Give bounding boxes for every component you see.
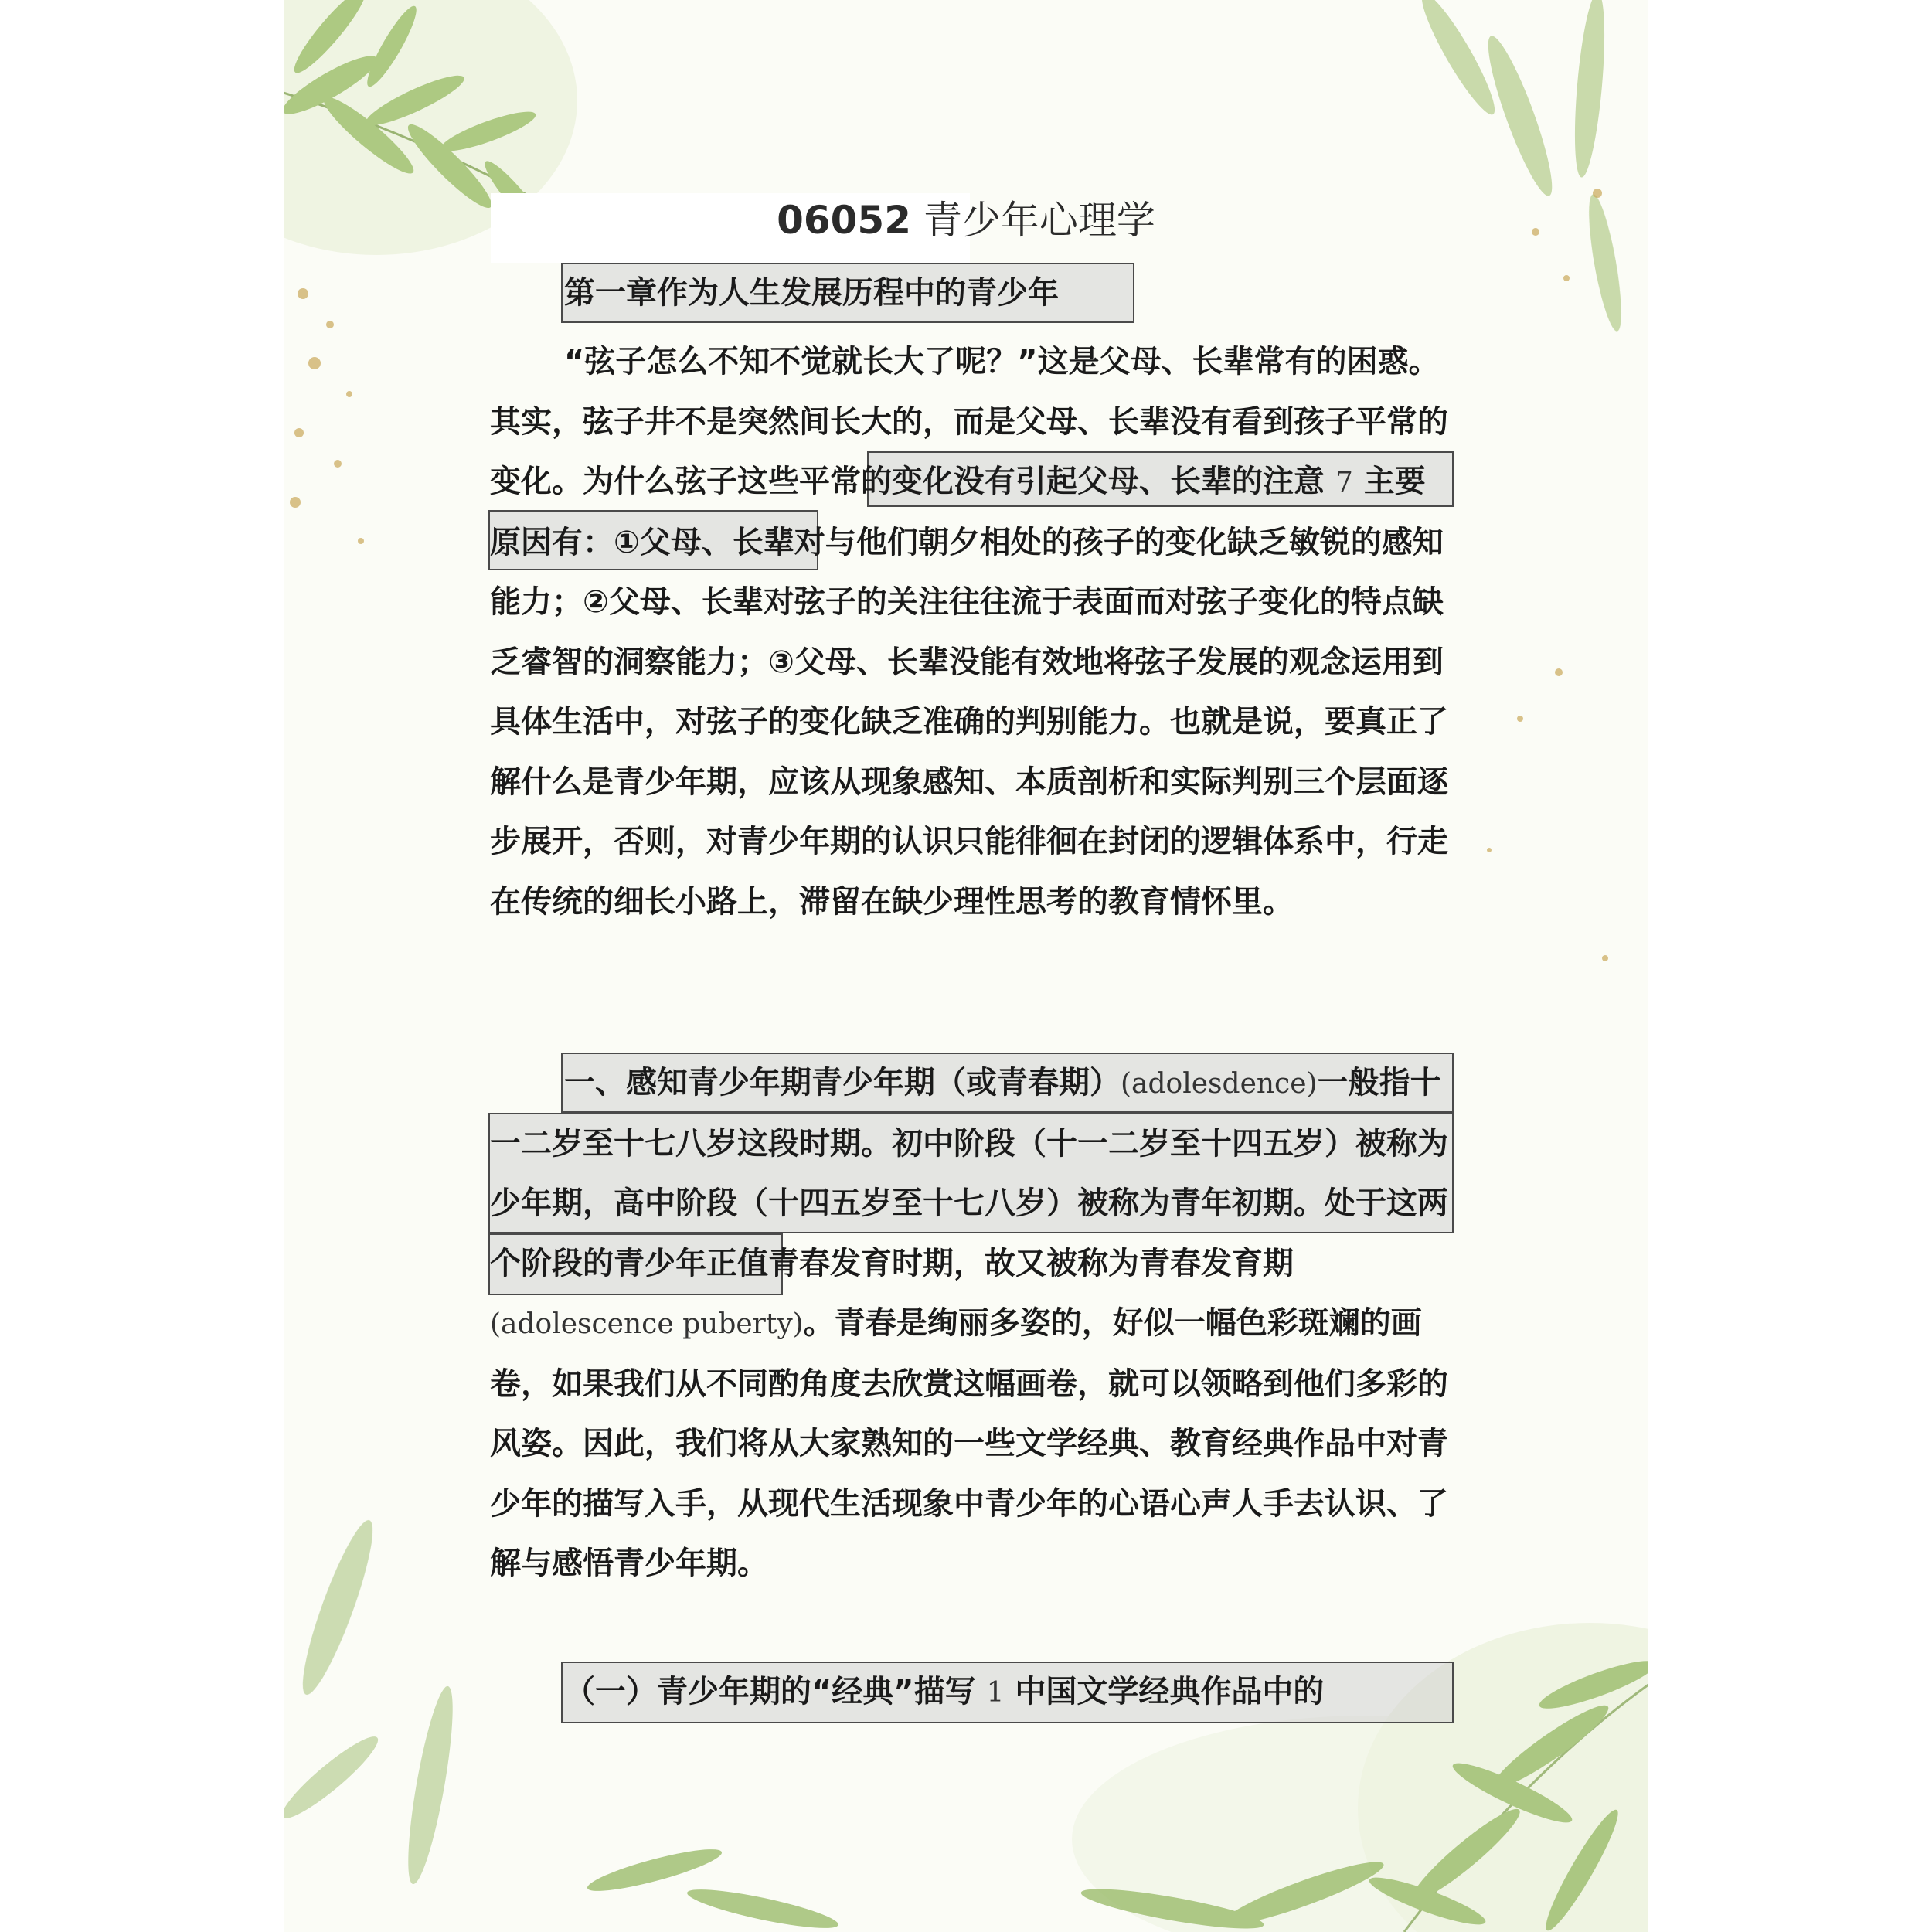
paragraph-2: 一、感知青少年期青少年期（或青春期）(adolesdence)一般指十一二岁至十七八岁这段时期。初中阶段（十一二岁至十四五岁）被称为少年期，高中阶段（十四五岁至十七八岁）被称为青年初期。处于这两个阶段的青少年正值青春发育时期，故又被称为青春发育期(adolescence puberty)。青春是绚丽多姿的，好似一幅色彩斑斓的画卷，如果我们从不同酌角度去欣赏这幅画卷，就可以领略到他们多彩的风姿。因此，我们将从大家熟知的一些文学经典、教育经典作品中对青少年的描写入手，从现代生活现象中青少年的心语心声人手去认识、了解与感悟青少年期。 — [490, 1065, 1448, 1581]
course-title: 青少年心理学 — [923, 198, 1155, 243]
section-heading: （一）青少年期的“经典”描写 1 中国文学经典作品中的 — [564, 1674, 1325, 1709]
page-title — [284, 193, 1648, 247]
document-page — [284, 0, 1648, 1932]
paragraph-1: “弦子怎么不知不觉就长大了呢？”这是父母、长辈常有的困惑。其实，弦子井不是突然间长大的，而是父母、长辈没有看到孩子平常的变化。为什么弦子这些平常的变化没有引起父母、长辈的注意 7 主要原因有：①父母、长辈对与他们朝夕相处的孩子的变化缺乏敏锐的感知能力；②父母、长辈对弦子的关注往往流于表面而对弦子变化的特点缺乏睿智的洞察能力；③父母、长辈没能有效地将弦子发展的观念运用到具体生活中，对弦子的变化缺乏准确的判别能力。也就是说，要真正了解什么是青少年期，应该从现象感知、本质剖析和实际判别三个层面逐步展开，否则，对青少年期的认识只能徘徊在封闭的逻辑体系中，行走在传统的细长小路上，滞留在缺少理性思考的教育情怀里。 — [490, 344, 1448, 920]
chapter-heading: 第一章作为人生发展历程中的青少年 — [564, 275, 1059, 311]
course-code: 06052 — [777, 198, 912, 243]
